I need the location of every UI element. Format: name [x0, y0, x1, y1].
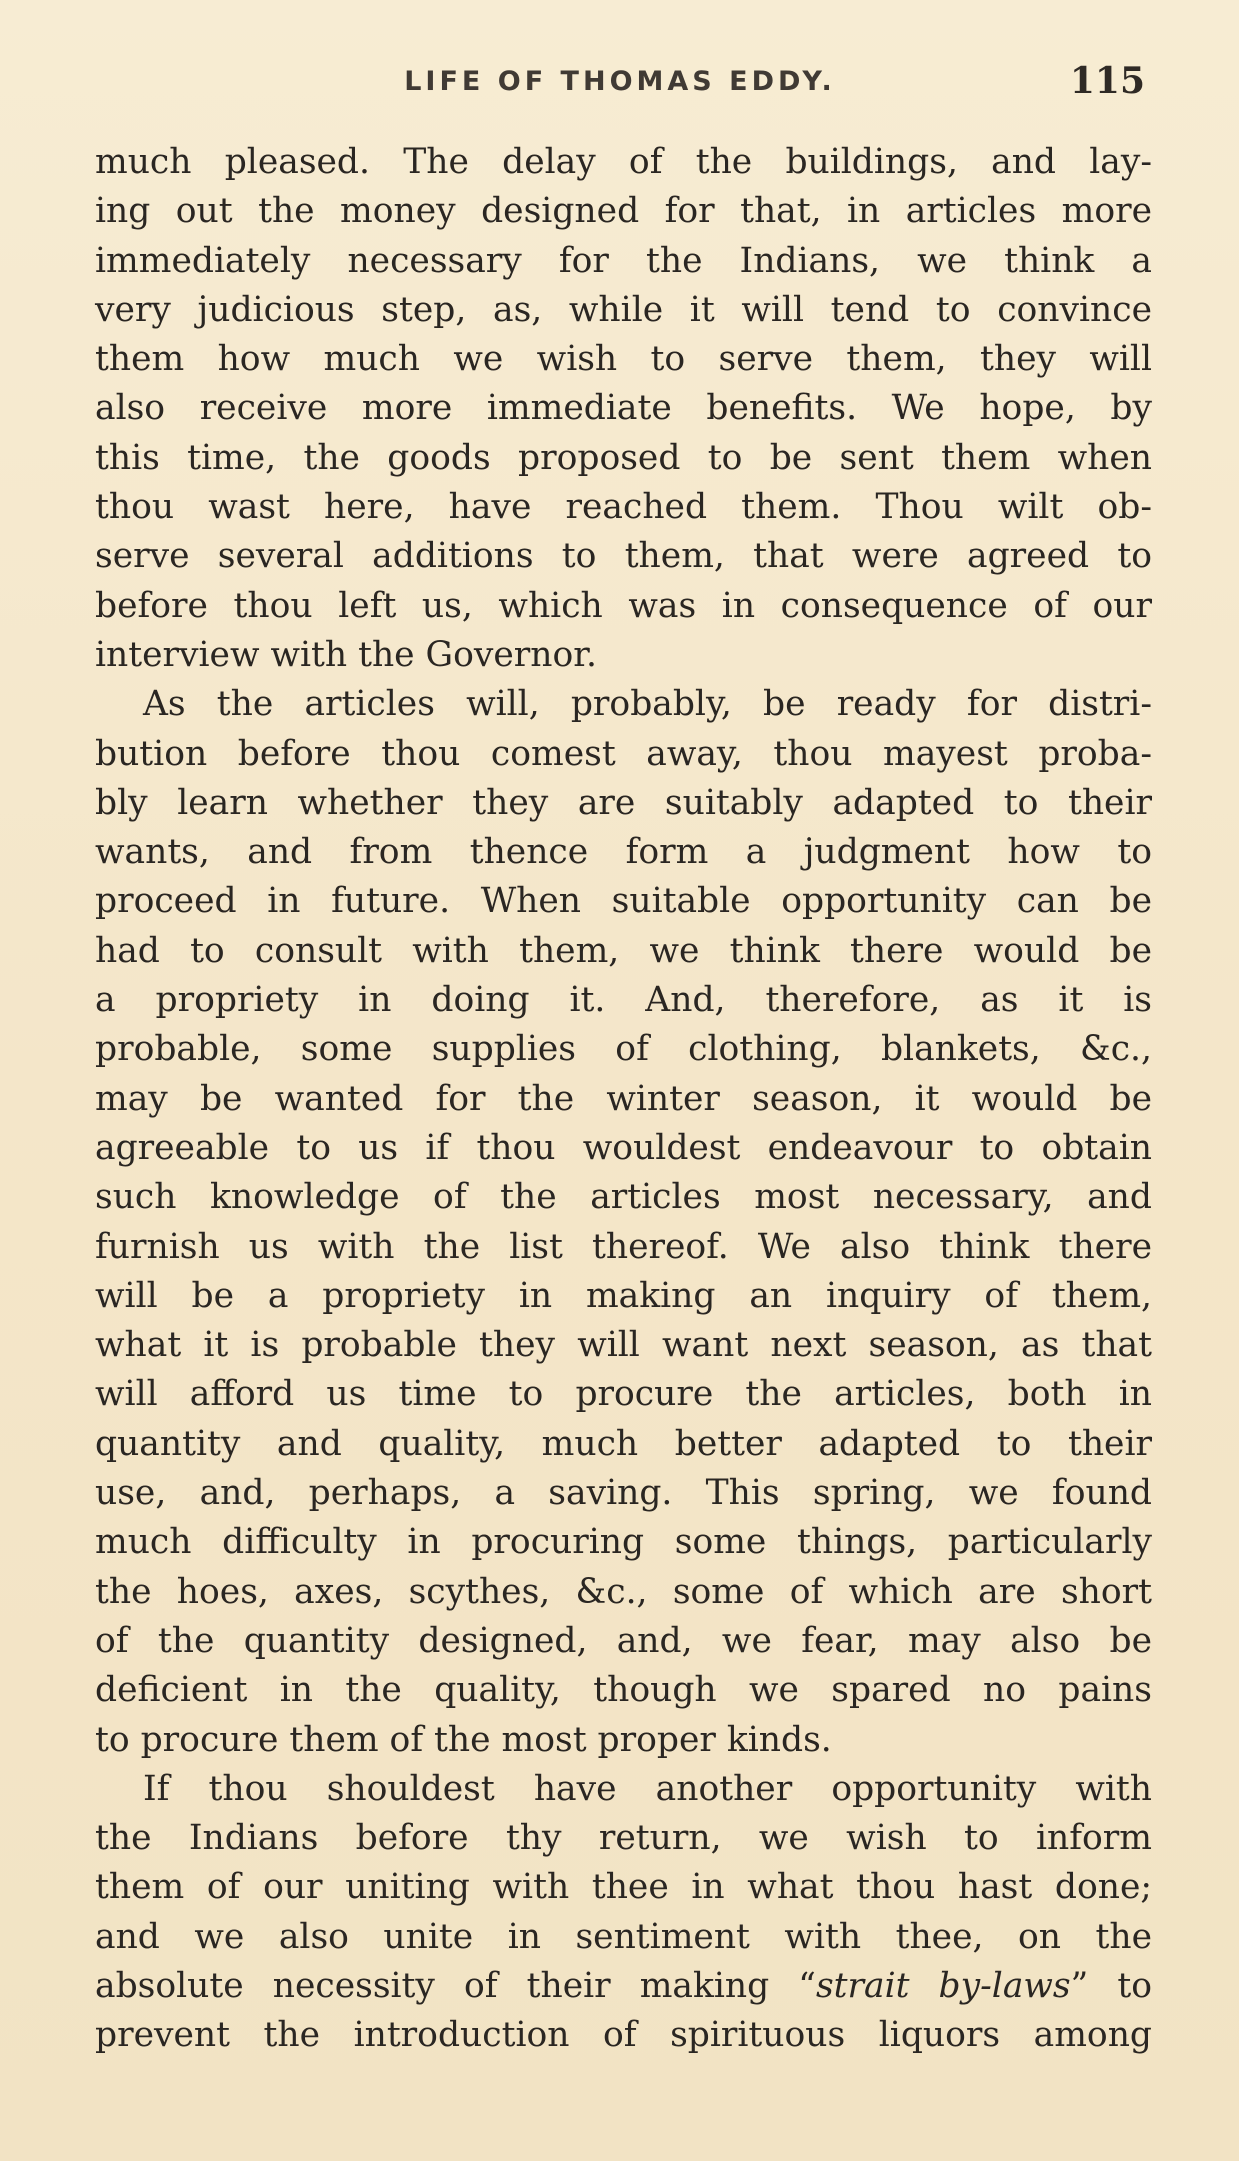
text-line: use, and, perhaps, a saving. This spring, we found: [95, 1473, 1152, 1514]
text-line: the hoes, axes, scythes, &c., some of which are short: [95, 1571, 1152, 1612]
text-line: them how much we wish to serve them, they will: [95, 339, 1152, 380]
text-line: furnish us with the list thereof. We also think there: [95, 1226, 1152, 1267]
text-line: will afford us time to procure the articles, both in: [95, 1374, 1152, 1415]
text-line: deficient in the quality, though we spared no pains: [95, 1670, 1152, 1711]
paragraph-start-line: As the articles will, probably, be ready for distri-: [143, 684, 1152, 725]
text-line: and we also unite in sentiment with thee, on the: [95, 1916, 1152, 1957]
text-line: proceed in future. When suitable opportunity can be: [95, 881, 1152, 922]
text-line: agreeable to us if thou wouldest endeavour to obtain: [95, 1127, 1152, 1168]
text-line: wants, and from thence form a judgment how to: [95, 832, 1152, 873]
text-line: the Indians before thy return, we wish to inform: [95, 1818, 1152, 1859]
text-line: may be wanted for the winter season, it would be: [95, 1078, 1152, 1119]
italic-quote: strait by-laws: [815, 1965, 1071, 2006]
text-segment: absolute necessity of their making “: [95, 1965, 816, 2006]
text-line-with-quote: [95, 1962, 1152, 2011]
text-line: immediately necessary for the Indians, we think a: [95, 240, 1152, 281]
text-line: quantity and quality, much better adapted to their: [95, 1423, 1152, 1464]
paragraph-end-line: interview with the Governor.: [95, 634, 597, 675]
text-line: had to consult with them, we think there would be: [95, 930, 1152, 971]
text-segment: ” to: [1070, 1965, 1152, 2006]
text-line: this time, the goods proposed to be sent them when: [95, 437, 1152, 478]
text-line: much difficulty in procuring some things, particularly: [95, 1522, 1152, 1563]
running-title: LIFE OF THOMAS EDDY.: [404, 66, 836, 97]
page-number: 115: [1069, 60, 1145, 102]
text-line: such knowledge of the articles most necessary, and: [95, 1177, 1152, 1218]
text-line: bly learn whether they are suitably adapted to their: [95, 782, 1152, 823]
text-line: what it is probable they will want next season, as that: [95, 1325, 1152, 1366]
text-line: probable, some supplies of clothing, blankets, &c.,: [95, 1029, 1152, 1070]
text-line: serve several additions to them, that were agreed to: [95, 536, 1152, 577]
text-line: them of our uniting with thee in what thou hast done;: [95, 1867, 1152, 1908]
paragraph-start-line: If thou shouldest have another opportunity with: [143, 1768, 1152, 1809]
paragraph-end-line: to procure them of the most proper kinds.: [95, 1719, 832, 1760]
text-line: will be a propriety in making an inquiry of them,: [95, 1275, 1152, 1316]
text-line: also receive more immediate benefits. We hope, by: [95, 388, 1152, 429]
text-line: bution before thou comest away, thou mayest proba-: [95, 733, 1152, 774]
text-line: much pleased. The delay of the buildings, and lay-: [95, 142, 1152, 182]
text-line: prevent the introduction of spirituous liquors among: [95, 2015, 1152, 2056]
text-line: thou wast here, have reached them. Thou wilt ob-: [95, 487, 1152, 528]
text-line: a propriety in doing it. And, therefore, as it is: [95, 980, 1152, 1021]
text-line: of the quantity designed, and, we fear, may also be: [95, 1620, 1152, 1661]
text-line: before thou left us, which was in consequence of our: [95, 585, 1152, 626]
text-line: ing out the money designed for that, in articles more: [95, 191, 1152, 232]
running-head: [95, 60, 1145, 106]
body-text: [95, 138, 1152, 2061]
text-line: very judicious step, as, while it will tend to convince: [95, 289, 1152, 330]
